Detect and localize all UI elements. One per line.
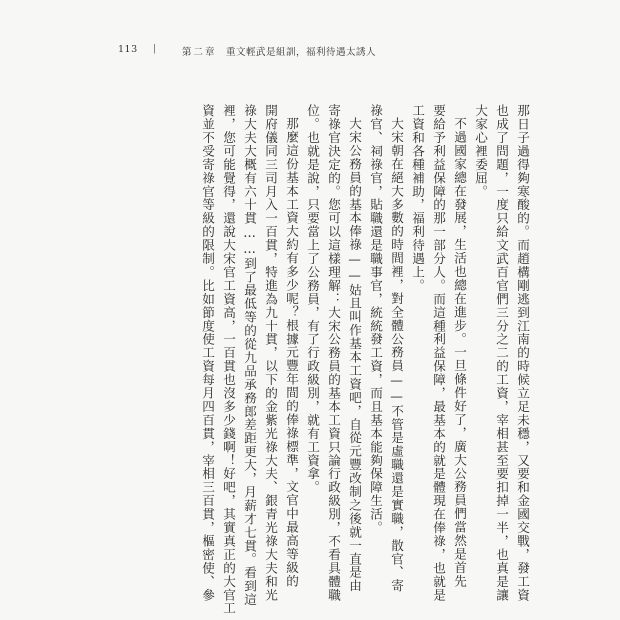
text-column: 祿大夫大概有六十貫……到了最低等的從九品承務郎差距更大，月薪才七貫。看到這 bbox=[242, 104, 257, 607]
chapter-label: 第二章 bbox=[182, 47, 217, 58]
text-column: 開府儀同三司月入一百貫，特進為九十貫，以下的金紫光祿大夫、銀青光祿大夫和光 bbox=[263, 104, 278, 602]
text-column: 大宋朝在絕大多數的時間裡，對全體公務員——不管是虛職還是實職，散官、寄 bbox=[389, 117, 404, 593]
text-column: 那麼這份基本工資大約有多少呢？根據元豐年間的俸祿標準，文官中最高等級的 bbox=[284, 117, 299, 588]
text-column: 裡，您可能覺得，還說大宋官工資高，一百貫也沒多少錢啊！好吧，其實真正的大官工 bbox=[221, 104, 236, 616]
vertical-text-body bbox=[196, 104, 530, 616]
page-number: 113 bbox=[118, 44, 138, 55]
text-column: 寄祿官決定的。您可以這樣理解：大宋公務員的基本工資只論行政級別，不看具體職 bbox=[326, 104, 341, 602]
text-column: 大家心裡委屈。 bbox=[473, 104, 488, 199]
header-separator: | bbox=[153, 43, 157, 54]
text-column: 不過國家總在發展，生活也總在進步。一旦條件好了，廣大公務員們當然是首先 bbox=[452, 117, 467, 588]
text-column: 資並不受寄祿官等級的限制。比如節度使工資每月四百貫，宰相三百貫，樞密使、參 bbox=[200, 104, 215, 602]
text-column: 工資和各種補助，福利待遇上。 bbox=[410, 104, 425, 293]
running-header bbox=[118, 44, 498, 60]
text-column: 位。也就是說，只要當上了公務員，有了行政級別，就有工資拿。 bbox=[305, 104, 320, 495]
chapter-title: 重文輕武是組訓，福利待遇太誘人 bbox=[226, 47, 377, 58]
text-column: 要給予利益保障的那一部分人。而這種利益保障，最基本的就是體現在俸祿，也就是 bbox=[431, 104, 446, 602]
text-column: 也成了問題，一度只給文武百官們三分之二的工資，宰相甚至要扣掉一半，也真是讓 bbox=[494, 104, 509, 602]
text-column: 祿官、祠祿官，貼職還是職事官，統統發工資，而且基本能夠保障生活。 bbox=[368, 104, 383, 535]
text-column: 那日子過得夠寒酸的。而趙構剛逃到江南的時候立足未穩，又要和金國交戰，發工資 bbox=[515, 104, 530, 602]
text-column: 大宋公務員的基本俸祿——姑且叫作基本工資吧，自從元豐改制之後就一直是由 bbox=[347, 117, 362, 593]
